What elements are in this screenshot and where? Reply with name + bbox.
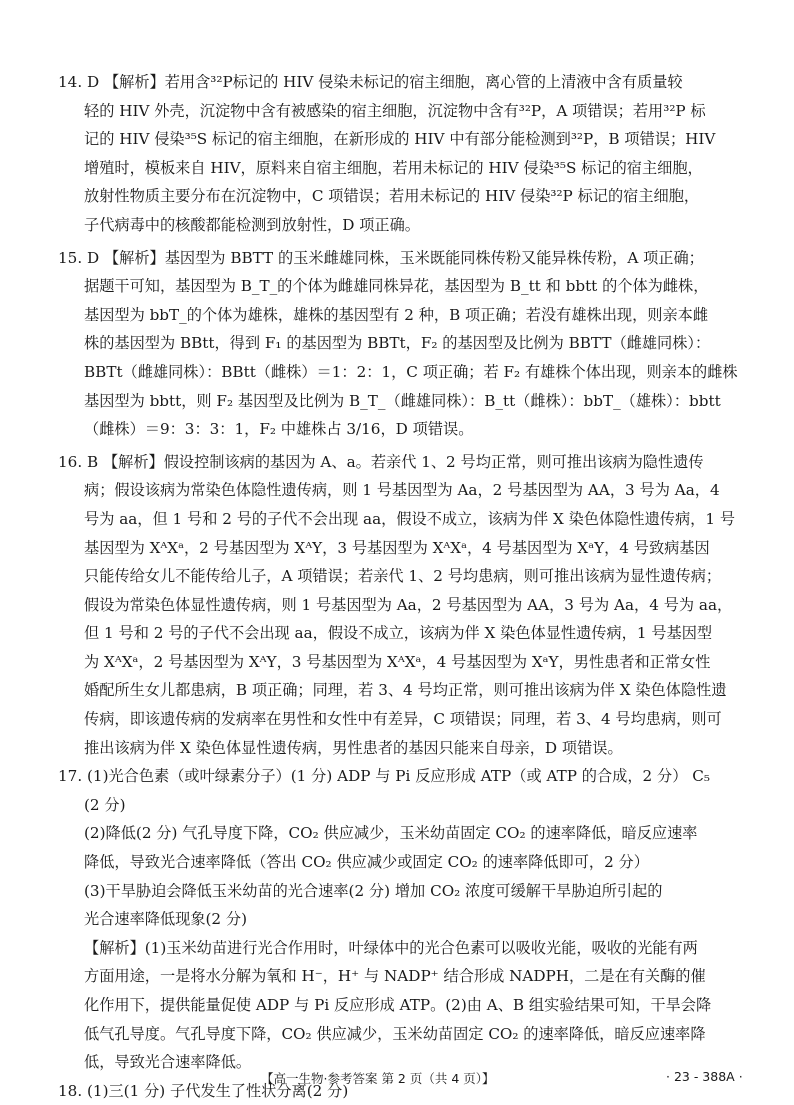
text-line: 婚配所生女儿都患病，B 项正确；同理，若 3、4 号均正常，则可推出该病为伴 X 染色体隐性遗 [84,681,727,700]
text-line: 14. D 【解析】若用含³²P标记的 HIV 侵染未标记的宿主细胞，离心管的上清液中含有质量较 [58,73,683,91]
text-line: 低，导致光合速率降低。 [84,1053,252,1072]
text-line: 记的 HIV 侵染³⁵S 标记的宿主细胞，在新形成的 HIV 中有部分能检测到³²P，B 项错误；HIV [84,130,716,149]
text-line: 放射性物质主要分布在沉淀物中，C 项错误；若用未标记的 HIV 侵染³²P 标记的宿主细胞， [84,187,700,206]
text-line: 【解析】(1)玉米幼苗进行光合作用时，叶绿体中的光合色素可以吸收光能，吸收的光能有两 [84,938,698,957]
text-line: 基因型为 bbtt，则 F₂ 基因型及比例为 B_T_（雌雄同株）：B_tt（雌株）：bbT_（雄株）：bbtt [84,391,721,410]
text-line: (3)干旱胁迫会降低玉米幼苗的光合速率(2 分) 增加 CO₂ 浓度可缓解干旱胁迫所引起的 [84,881,663,900]
text-line: 化作用下，提供能量促使 ADP 与 Pi 反应形成 ATP。(2)由 A、B 组实验结果可知，干旱会降 [84,996,712,1014]
text-line: (2 分) [84,795,126,814]
text-line: 子代病毒中的核酸都能检测到放射性，D 项正确。 [84,215,420,234]
text-line: 方面用途，一是将水分解为氧和 H⁻，H⁺ 与 NADP⁺ 结合形成 NADPH，二是在有关酶的催 [84,967,706,986]
answer-q16 [58,448,738,763]
text-line: （雌株）＝9：3：3：1，F₂ 中雄株占 3/16，D 项错误。 [84,420,474,439]
text-line: 推出该病为伴 X 染色体显性遗传病，男性患者的基因只能来自母亲，D 项错误。 [84,738,623,757]
text-line: 但 1 号和 2 号的子代不会出现 aa，假设不成立，该病为伴 X 染色体显性遗传病，1 号基因型 [84,624,713,643]
text-line: BBTt（雌雄同株）：BBtt（雌株）＝1：2：1，C 项正确；若 F₂ 有雄株个体出现，则亲本的雌株 [84,362,738,381]
text-line: 株的基因型为 BBtt，得到 F₁ 的基因型为 BBTt，F₂ 的基因型及比例为 BBTT（雌雄同株）： [84,334,711,353]
page-footer [0,1069,794,1091]
answer-q14 [58,68,738,240]
answer-q15 [58,244,738,444]
text-line: 18. (1)三(1 分) 子代发生了性状分离(2 分) [58,1081,349,1100]
text-line: 轻的 HIV 外壳，沉淀物中含有被感染的宿主细胞，沉淀物中含有³²P，A 项错误；若用³²P 标 [84,101,706,120]
text-line: 15. D 【解析】基因型为 BBTT 的玉米雌雄同株，玉米既能同株传粉又能异株传粉，A 项正确； [58,248,704,267]
text-line: 据题干可知，基因型为 B_T_的个体为雌雄同株异花，基因型为 B_tt 和 bbtt 的个体为雌株， [84,277,709,296]
footer-title: 【高一生物·参考答案 第 2 页（共 4 页）】 [261,1071,495,1086]
text-line: 16. B 【解析】假设控制该病的基因为 A、a。若亲代 1、2 号均正常，则可推出该病为隐性遗传 [58,452,704,471]
text-line: 假设为常染色体显性遗传病，则 1 号基因型为 Aa，2 号基因型为 AA，3 号为 Aa，4 号为 aa， [84,595,733,614]
answer-sheet-page [58,68,738,1105]
text-line: 增殖时，模板来自 HIV，原料来自宿主细胞，若用未标记的 HIV 侵染³⁵S 标记的宿主细胞， [84,158,703,177]
text-line: 基因型为 bbT_的个体为雄株，雄株的基因型有 2 种，B 项正确；若没有雄株出现，则亲本雌 [84,305,709,324]
text-line: 17. (1)光合色素（或叶绿素分子）(1 分) ADP 与 Pi 反应形成 ATP（或 ATP 的合成，2 分） C₅ [58,767,710,786]
text-line: (2)降低(2 分) 气孔导度下降，CO₂ 供应减少，玉米幼苗固定 CO₂ 的速率降低，暗反应速率 [84,824,698,843]
text-line: 只能传给女儿不能传给儿子，A 项错误；若亲代 1、2 号均患病，则可推出该病为显性遗传病； [84,567,722,586]
text-line: 为 XᴬXᵃ，2 号基因型为 XᴬY，3 号基因型为 XᴬXᵃ，4 号基因型为 XᵃY，男性患者和正常女性 [84,652,711,671]
text-line: 病；假设该病为常染色体隐性遗传病，则 1 号基因型为 Aa，2 号基因型为 AA，3 号为 Aa，4 [84,481,720,500]
text-line: 基因型为 XᴬXᵃ，2 号基因型为 XᴬY，3 号基因型为 XᴬXᵃ，4 号基因型为 XᵃY，4 号致病基因 [84,538,710,557]
text-line: 传病，即该遗传病的发病率在男性和女性中有差异，C 项错误；同理，若 3、4 号均患病，则可 [84,710,722,729]
text-line: 降低，导致光合速率降低（答出 CO₂ 供应减少或固定 CO₂ 的速率降低即可，2 分） [84,853,649,872]
answer-q17 [58,762,738,1077]
footer-code: · 23 - 388A · [666,1069,743,1084]
text-line: 号为 aa，但 1 号和 2 号的子代不会出现 aa，假设不成立，该病为伴 X 染色体隐性遗传病，1 号 [84,509,736,528]
text-line: 低气孔导度。气孔导度下降，CO₂ 供应减少，玉米幼苗固定 CO₂ 的速率降低，暗反应速率降 [84,1024,706,1043]
text-line: 光合速率降低现象(2 分) [84,910,248,929]
